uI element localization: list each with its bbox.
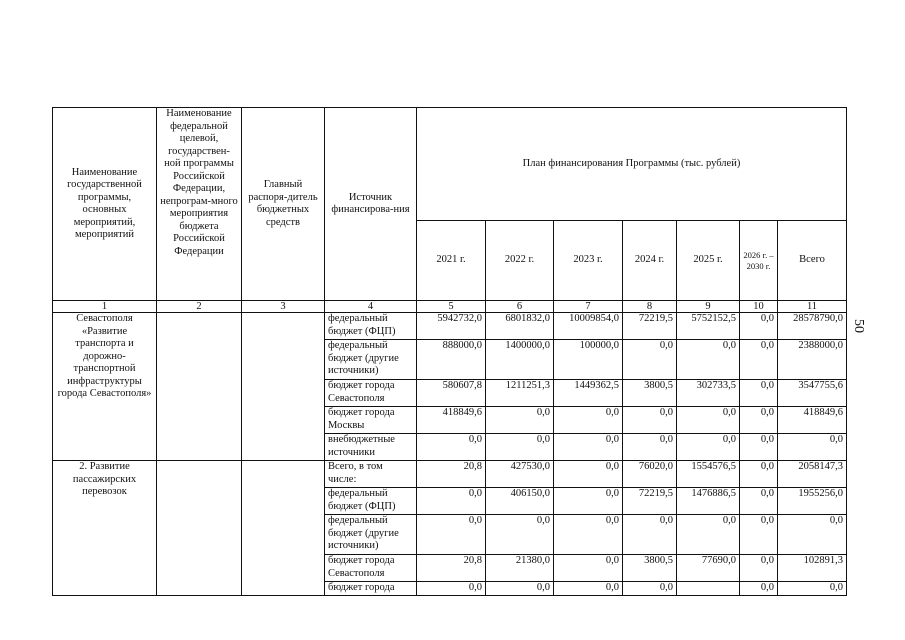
- value-cell: 0,0: [417, 488, 486, 515]
- federal-program-cell: [157, 461, 242, 596]
- value-cell: 2058147,3: [778, 461, 847, 488]
- value-cell: 72219,5: [623, 488, 677, 515]
- value-cell: 1955256,0: [778, 488, 847, 515]
- value-cell: 0,0: [554, 488, 623, 515]
- value-cell: 888000,0: [417, 340, 486, 380]
- value-cell: 0,0: [623, 407, 677, 434]
- header-funding-source: Источник финансирова-ния: [325, 108, 417, 301]
- value-cell: 0,0: [417, 515, 486, 555]
- value-cell: 5942732,0: [417, 313, 486, 340]
- table-row: [53, 313, 847, 340]
- value-cell: 427530,0: [486, 461, 554, 488]
- value-cell: 0,0: [740, 582, 778, 596]
- value-cell: 100000,0: [554, 340, 623, 380]
- column-number: 7: [554, 301, 623, 313]
- column-number: 8: [623, 301, 677, 313]
- value-cell: 0,0: [677, 434, 740, 461]
- source-cell: Всего, в том числе:: [325, 461, 417, 488]
- value-cell: 406150,0: [486, 488, 554, 515]
- value-cell: 1211251,3: [486, 380, 554, 407]
- header-federal-program: Наименование федеральной целевой, государствен-ной программы Российской Федерации, непрограм-много мероприятия бюджета Российской Федерации: [157, 108, 242, 301]
- value-cell: 0,0: [740, 407, 778, 434]
- source-cell: бюджет города Севастополя: [325, 555, 417, 582]
- value-cell: 0,0: [740, 515, 778, 555]
- table-row: [53, 461, 847, 488]
- value-cell: 0,0: [677, 340, 740, 380]
- value-cell: 0,0: [623, 515, 677, 555]
- value-cell: 0,0: [677, 407, 740, 434]
- header-total: Всего: [778, 221, 847, 301]
- value-cell: 418849,6: [778, 407, 847, 434]
- source-cell: внебюджетные источники: [325, 434, 417, 461]
- value-cell: 77690,0: [677, 555, 740, 582]
- value-cell: 72219,5: [623, 313, 677, 340]
- value-cell: 302733,5: [677, 380, 740, 407]
- value-cell: [677, 582, 740, 596]
- source-cell: бюджет города Севастополя: [325, 380, 417, 407]
- value-cell: 0,0: [554, 515, 623, 555]
- column-number: 9: [677, 301, 740, 313]
- source-cell: федеральный бюджет (другие источники): [325, 340, 417, 380]
- value-cell: 0,0: [778, 515, 847, 555]
- column-number: 1: [53, 301, 157, 313]
- source-cell: федеральный бюджет (ФЦП): [325, 488, 417, 515]
- value-cell: 0,0: [554, 555, 623, 582]
- value-cell: 3800,5: [623, 555, 677, 582]
- value-cell: 418849,6: [417, 407, 486, 434]
- source-cell: федеральный бюджет (ФЦП): [325, 313, 417, 340]
- value-cell: 102891,3: [778, 555, 847, 582]
- value-cell: 0,0: [486, 434, 554, 461]
- value-cell: 1449362,5: [554, 380, 623, 407]
- federal-program-cell: [157, 313, 242, 461]
- column-number: 4: [325, 301, 417, 313]
- value-cell: 580607,8: [417, 380, 486, 407]
- value-cell: 2388000,0: [778, 340, 847, 380]
- value-cell: 0,0: [486, 515, 554, 555]
- page-number: 50: [851, 319, 866, 333]
- value-cell: 20,8: [417, 555, 486, 582]
- header-budget-manager: Главный распоря-дитель бюджетных средств: [242, 108, 325, 301]
- value-cell: 20,8: [417, 461, 486, 488]
- value-cell: 0,0: [778, 434, 847, 461]
- value-cell: 0,0: [740, 488, 778, 515]
- value-cell: 0,0: [554, 434, 623, 461]
- header-program-name: Наименование государственной программы, основных мероприятий, мероприятий: [53, 108, 157, 301]
- header-year-2023: 2023 г.: [554, 221, 623, 301]
- header-year-2025: 2025 г.: [677, 221, 740, 301]
- value-cell: 0,0: [554, 582, 623, 596]
- source-cell: федеральный бюджет (другие источники): [325, 515, 417, 555]
- value-cell: 0,0: [623, 340, 677, 380]
- value-cell: 1554576,5: [677, 461, 740, 488]
- value-cell: 0,0: [486, 582, 554, 596]
- header-year-2024: 2024 г.: [623, 221, 677, 301]
- value-cell: 0,0: [740, 380, 778, 407]
- value-cell: 0,0: [740, 313, 778, 340]
- column-number: 11: [778, 301, 847, 313]
- value-cell: 0,0: [554, 461, 623, 488]
- value-cell: 10009854,0: [554, 313, 623, 340]
- value-cell: 0,0: [740, 434, 778, 461]
- value-cell: 0,0: [677, 515, 740, 555]
- value-cell: 76020,0: [623, 461, 677, 488]
- budget-manager-cell: [242, 461, 325, 596]
- value-cell: 0,0: [417, 434, 486, 461]
- value-cell: 0,0: [623, 582, 677, 596]
- source-cell: бюджет города: [325, 582, 417, 596]
- value-cell: 3800,5: [623, 380, 677, 407]
- program-name-cell: 2. Развитие пассажирских перевозок: [53, 461, 157, 596]
- header-financing-plan: План финансирования Программы (тыс. рублей): [417, 108, 847, 221]
- program-name-cell: Севастополя «Развитие транспорта и дорожно-транспортной инфраструктуры города Севастополя»: [53, 313, 157, 461]
- value-cell: 1400000,0: [486, 340, 554, 380]
- value-cell: 0,0: [623, 434, 677, 461]
- value-cell: 5752152,5: [677, 313, 740, 340]
- financing-table: [52, 107, 847, 596]
- value-cell: 28578790,0: [778, 313, 847, 340]
- value-cell: 6801832,0: [486, 313, 554, 340]
- budget-manager-cell: [242, 313, 325, 461]
- column-number: 5: [417, 301, 486, 313]
- value-cell: 0,0: [554, 407, 623, 434]
- value-cell: 0,0: [778, 582, 847, 596]
- value-cell: 3547755,6: [778, 380, 847, 407]
- source-cell: бюджет города Москвы: [325, 407, 417, 434]
- value-cell: 21380,0: [486, 555, 554, 582]
- column-number: 6: [486, 301, 554, 313]
- column-number: 2: [157, 301, 242, 313]
- header-year-2021: 2021 г.: [417, 221, 486, 301]
- value-cell: 0,0: [740, 555, 778, 582]
- value-cell: 1476886,5: [677, 488, 740, 515]
- value-cell: 0,0: [486, 407, 554, 434]
- value-cell: 0,0: [417, 582, 486, 596]
- column-number: 10: [740, 301, 778, 313]
- column-number: 3: [242, 301, 325, 313]
- header-year-2022: 2022 г.: [486, 221, 554, 301]
- value-cell: 0,0: [740, 461, 778, 488]
- header-year-2026-2030: 2026 г. – 2030 г.: [740, 221, 778, 301]
- value-cell: 0,0: [740, 340, 778, 380]
